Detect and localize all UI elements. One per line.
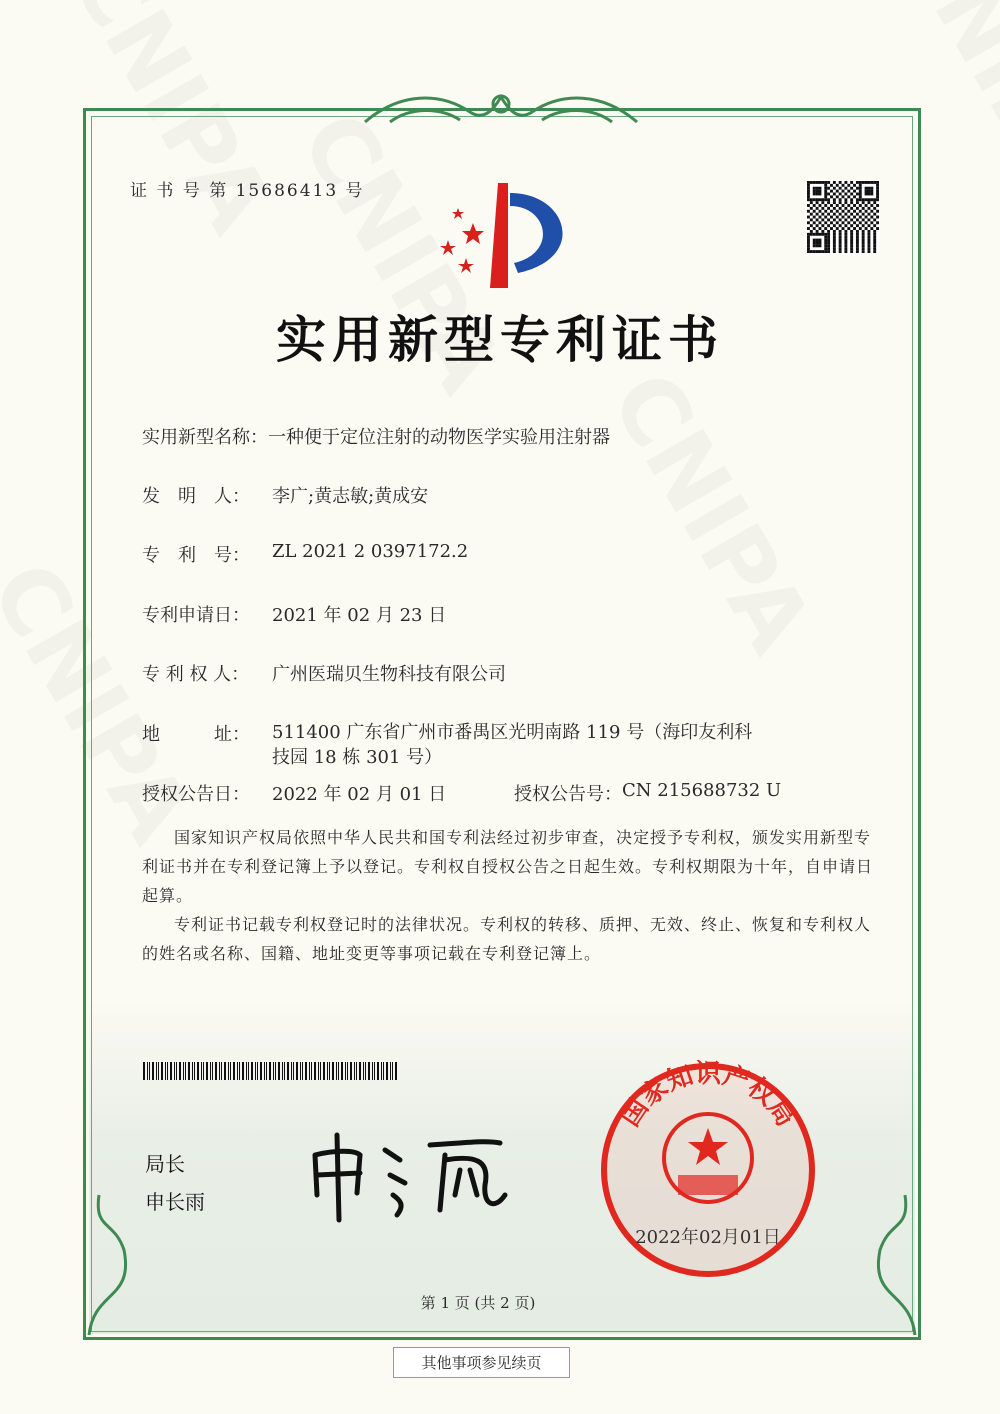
field-inventors	[142, 482, 428, 508]
barcode	[143, 1062, 398, 1080]
field-label: 专 利 权 人：	[142, 664, 250, 685]
official-seal	[598, 1060, 818, 1280]
field-value: 李广;黄志敏;黄成安	[272, 486, 429, 507]
field-value: ZL 2021 2 0397172.2	[272, 541, 469, 562]
field-value-2: CN 215688732 U	[622, 780, 782, 801]
field-label: 实用新型名称：	[142, 427, 268, 448]
seal-text: 国家知识产权局	[615, 1060, 801, 1133]
continuation-note: 其他事项参见续页	[393, 1347, 570, 1378]
corner-ornament	[84, 1190, 144, 1340]
top-ornament	[360, 82, 642, 132]
page-number: 第 1 页 (共 2 页)	[420, 1294, 536, 1312]
field-label: 授权公告日：	[142, 784, 250, 805]
certificate-number: 证 书 号 第 15686413 号	[130, 181, 365, 201]
statement-text	[142, 823, 887, 968]
field-name	[142, 423, 610, 449]
field-label: 专 利 号：	[142, 545, 250, 566]
signature	[305, 1125, 520, 1225]
paragraph: 专利证书记载专利权登记时的法律状况。专利权的转移、质押、无效、终止、恢复和专利权人的姓名或名称、国籍、地址变更等事项记载在专利登记簿上。	[142, 915, 872, 963]
paragraph: 国家知识产权局依照中华人民共和国专利法经过初步审查，决定授予专利权，颁发实用新型专利证书并在专利登记簿上予以登记。专利权自授权公告之日起生效。专利权期限为十年，自申请日起算。	[142, 828, 874, 905]
chief-title: 局长	[145, 1152, 185, 1176]
field-label-2: 授权公告号：	[514, 784, 622, 805]
field-label: 专利申请日：	[142, 605, 250, 626]
field-value-continued: 技园 18 栋 301 号）	[272, 747, 443, 768]
qr-code	[806, 180, 880, 254]
field-address	[142, 720, 752, 770]
corner-ornament	[860, 1190, 920, 1340]
field-application-date	[142, 601, 446, 627]
field-value: 2021 年 02 月 23 日	[272, 605, 447, 626]
field-label: 发 明 人：	[142, 486, 250, 507]
cnipa-logo	[428, 178, 578, 293]
field-value: 511400 广东省广州市番禺区光明南路 119 号（海印友利科	[272, 722, 753, 743]
field-label: 地 址：	[142, 724, 250, 745]
field-value: 广州医瑞贝生物科技有限公司	[272, 664, 506, 685]
field-value: 一种便于定位注射的动物医学实验用注射器	[268, 427, 610, 448]
seal-date: 2022年02月01日	[635, 1227, 781, 1248]
page-title: 实用新型专利证书	[276, 310, 724, 369]
field-patent-number	[142, 541, 468, 567]
field-patentee	[142, 660, 506, 686]
chief-name: 申长雨	[145, 1190, 205, 1214]
field-grant	[142, 780, 781, 806]
field-value: 2022 年 02 月 01 日	[272, 784, 447, 805]
